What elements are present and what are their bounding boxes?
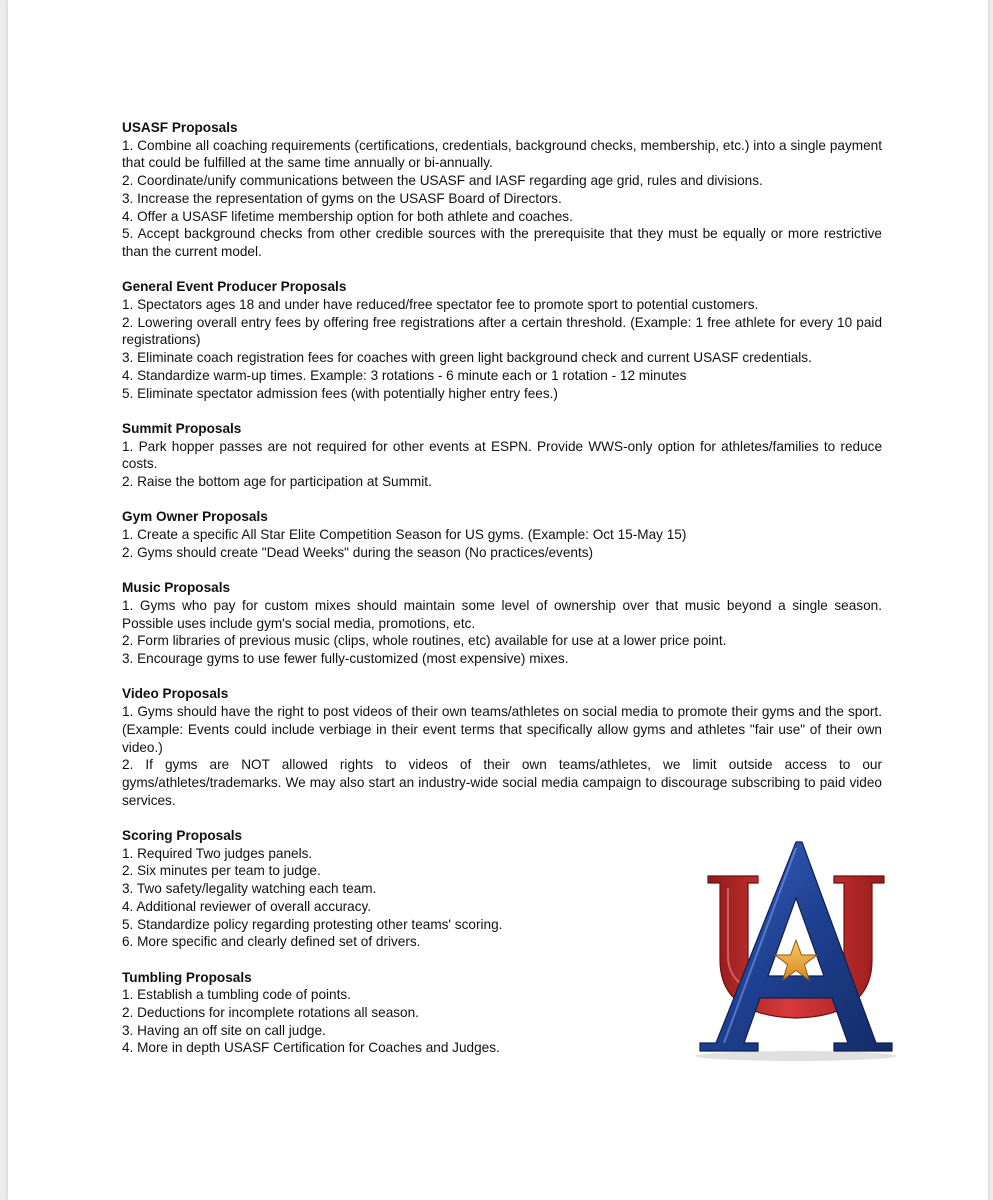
proposal-item: 2. Lowering overall entry fees by offering free registrations after a certain threshold. (Example: 1 free athlete for every 10 paid registrations) xyxy=(122,314,882,348)
section-title: USASF Proposals xyxy=(122,120,238,135)
au-logo xyxy=(688,838,903,1063)
proposal-item: 3. Encourage gyms to use fewer fully-customized (most expensive) mixes. xyxy=(122,651,569,667)
proposal-item: 5. Eliminate spectator admission fees (with potentially higher entry fees.) xyxy=(122,385,558,401)
document-page xyxy=(8,0,988,1200)
proposal-item: 3. Having an off site on call judge. xyxy=(122,1022,326,1038)
star-icon xyxy=(775,940,817,980)
section-title: Tumbling Proposals xyxy=(122,969,252,985)
proposal-item: 2. Coordinate/unify communications between the USASF and IASF regarding age grid, rules and divisions. xyxy=(122,173,763,189)
proposal-item: 3. Two safety/legality watching each team. xyxy=(122,881,377,897)
section-general-event-producer-proposals xyxy=(122,278,882,402)
proposal-item: 2. Six minutes per team to judge. xyxy=(122,863,321,879)
proposal-item: 1. Gyms who pay for custom mixes should maintain some level of ownership over that music beyond a single season. Possible uses include gym's social media, promotions, etc. xyxy=(122,597,882,631)
proposal-item: 2. Deductions for incomplete rotations all season. xyxy=(122,1005,419,1021)
proposal-item: 3. Eliminate coach registration fees for coaches with green light background check and current USASF credentials. xyxy=(122,350,812,366)
proposal-item: 1. Establish a tumbling code of points. xyxy=(122,987,351,1003)
proposal-item: 4. Offer a USASF lifetime membership option for both athlete and coaches. xyxy=(122,208,573,224)
proposal-item: 4. Additional reviewer of overall accuracy. xyxy=(122,898,372,914)
proposal-item: 1. Park hopper passes are not required for other events at ESPN. Provide WWS-only option for athletes/families to reduce costs. xyxy=(122,438,882,472)
section-title: Summit Proposals xyxy=(122,420,242,436)
proposal-item: 2. Form libraries of previous music (clips, whole routines, etc) available for use at a lower price point. xyxy=(122,633,727,649)
proposal-item: 6. More specific and clearly defined set of drivers. xyxy=(122,934,421,950)
proposal-item: 1. Required Two judges panels. xyxy=(122,845,313,861)
proposal-item: 4. Standardize warm-up times. Example: 3 rotations - 6 minute each or 1 rotation - 12 minutes xyxy=(122,367,687,383)
section-summit-proposals xyxy=(122,420,882,491)
section-title: Video Proposals xyxy=(122,686,229,702)
section-video-proposals xyxy=(122,685,882,809)
section-gym-owner-proposals xyxy=(122,508,882,561)
proposal-item: 5. Standardize policy regarding protesting other teams' scoring. xyxy=(122,916,503,932)
section-title: Scoring Proposals xyxy=(122,828,243,844)
section-title: Music Proposals xyxy=(122,580,231,596)
section-title: General Event Producer Proposals xyxy=(122,279,347,295)
proposal-item: 1. Gyms should have the right to post videos of their own teams/athletes on social media to promote their gyms and the sport. (Example: Events could include verbiage in their event terms that specifically allow gyms and athletes "fair use" of their own video.) xyxy=(122,704,882,755)
section-usasf-proposals xyxy=(122,119,882,261)
proposal-item: 5. Accept background checks from other credible sources with the prerequisite that they must be equally or more restrictive than the current model. xyxy=(122,226,882,259)
section-music-proposals xyxy=(122,579,882,668)
section-title: Gym Owner Proposals xyxy=(122,509,268,525)
proposal-item: 1. Spectators ages 18 and under have reduced/free spectator fee to promote sport to potential customers. xyxy=(122,297,759,313)
logo-shadow xyxy=(696,1051,896,1061)
proposal-item: 1. Combine all coaching requirements (certifications, credentials, background checks, membership, etc.) into a single payment that could be fulfilled at the same time annually or bi-annually. xyxy=(122,137,882,171)
proposal-item: 3. Increase the representation of gyms on the USASF Board of Directors. xyxy=(122,190,562,206)
proposal-item: 4. More in depth USASF Certification for Coaches and Judges. xyxy=(122,1040,500,1056)
proposal-item: 2. Raise the bottom age for participation at Summit. xyxy=(122,474,432,490)
proposal-item: 2. If gyms are NOT allowed rights to videos of their own teams/athletes, we limit outside access to our gyms/athletes/trademarks. We may also start an industry-wide social media campaign to discourage subscribing to paid video services. xyxy=(122,757,882,808)
proposal-item: 1. Create a specific All Star Elite Competition Season for US gyms. (Example: Oct 15-May 15) xyxy=(122,527,687,543)
proposal-item: 2. Gyms should create "Dead Weeks" during the season (No practices/events) xyxy=(122,544,594,560)
